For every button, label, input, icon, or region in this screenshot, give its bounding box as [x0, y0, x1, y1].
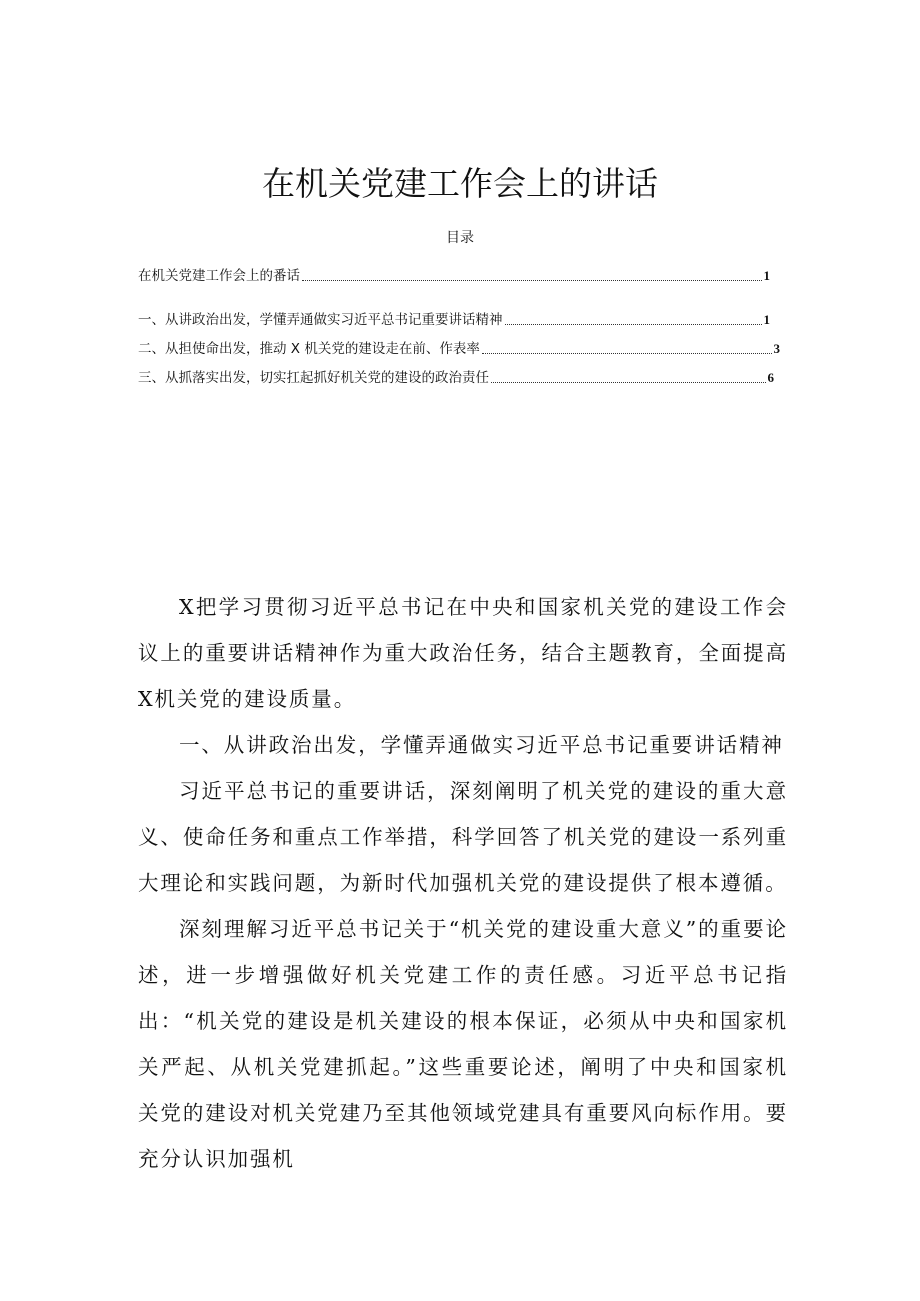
toc-heading: 目录 [446, 230, 474, 246]
toc-entry-text: 一、从讲政治出发，学懂弄通做实习近平总书记重要讲话精神 [138, 312, 503, 328]
document-title: 在机关党建工作会上的讲话 [262, 164, 658, 204]
toc-dot-leader [302, 280, 762, 281]
toc-dot-leader [491, 382, 766, 383]
toc-entry[interactable] [138, 266, 770, 286]
body-paragraph: 习近平总书记的重要讲话，深刻阐明了机关党的建设的重大意义、使命任务和重点工作举措，科学回答了机关党的建设一系列重大理论和实践问题，为新时代加强机关党的建设提供了根本遵循。 [138, 779, 788, 895]
toc-entry-text: 二、从担使命出发，推动 X 机关党的建设走在前、作表率 [138, 341, 480, 357]
toc-entry-page: 1 [763, 268, 770, 283]
toc-entry[interactable] [138, 310, 770, 330]
body-paragraph: X把学习贯彻习近平总书记在中央和国家机关党的建设工作会议上的重要讲话精神作为重大政治任务，结合主题教育，全面提高X机关党的建设质量。 [138, 595, 788, 711]
toc-entry-page: 6 [767, 370, 774, 385]
toc-entry-page: 1 [763, 312, 770, 327]
toc-dot-leader [482, 353, 772, 354]
toc-entry[interactable] [138, 339, 780, 359]
toc-entry[interactable] [138, 368, 774, 388]
toc-dot-leader [505, 324, 762, 325]
section-heading: 一、从讲政治出发，学懂弄通做实习近平总书记重要讲话精神 [179, 733, 784, 757]
document-body [138, 584, 788, 1182]
toc-entry-text: 三、从抓落实出发，切实扛起抓好机关党的建设的政治责任 [138, 370, 489, 386]
toc-entry-page: 3 [773, 341, 780, 356]
toc-entry-text: 在机关党建工作会上的番话 [138, 268, 300, 284]
body-paragraph: 深刻理解习近平总书记关于“机关党的建设重大意义”的重要论述，进一步增强做好机关党建工作的责任感。习近平总书记指出：“机关党的建设是机关建设的根本保证，必须从中央和国家机关严起、从机关党建抓起。”这些重要论述，阐明了中央和国家机关党的建设对机关党建乃至其他领域党建具有重要风向标作用。要充分认识加强机 [138, 917, 788, 1171]
